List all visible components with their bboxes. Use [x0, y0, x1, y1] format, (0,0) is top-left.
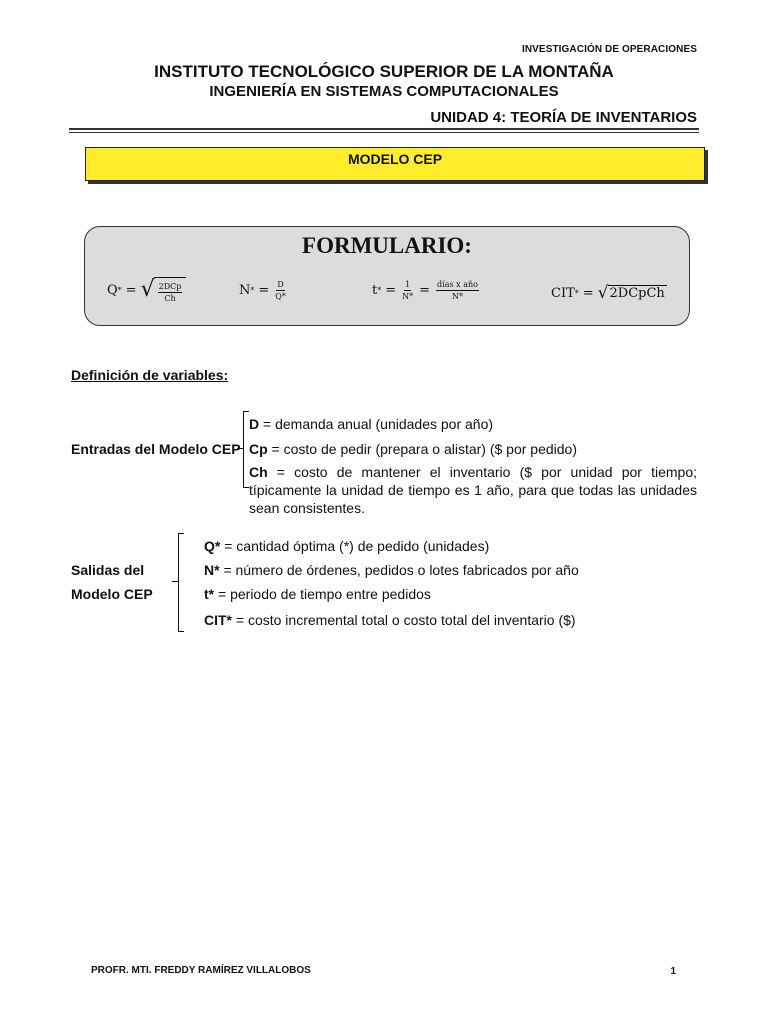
footer-author: PROFR. MTI. FREDDY RAMÍREZ VILLALOBOS: [91, 965, 311, 976]
output-item-q: [204, 538, 489, 554]
formulario-box: [84, 226, 690, 326]
input-item-cp-text: = costo de pedir (prepara o alistar) ($ por pedido): [267, 441, 578, 457]
definitions-heading: Definición de variables:: [71, 367, 229, 383]
formula-cit-radicand: 2DCpCh: [609, 286, 665, 301]
output-item-t-sym: t*: [204, 586, 215, 602]
input-item-d-sym: D: [249, 416, 260, 432]
output-item-cit-sym: CIT*: [204, 612, 232, 628]
outputs-label-line2: Modelo CEP: [71, 586, 153, 602]
outputs-brace-tip: [172, 581, 178, 582]
formula-q-lhs: Q: [107, 282, 118, 298]
unit-title: UNIDAD 4: TEORÍA DE INVENTARIOS: [430, 109, 697, 126]
inputs-brace-tip: [237, 448, 243, 449]
output-item-n-text: = número de órdenes, pedidos o lotes fabricados por año: [219, 562, 579, 578]
output-item-q-text: = cantidad óptima (*) de pedido (unidades): [220, 538, 490, 554]
formula-cit-lhs: CIT: [551, 285, 575, 301]
formula-q-num: 2DCp: [158, 282, 182, 291]
formula-t-star: *: [377, 286, 382, 295]
model-banner-title: MODELO CEP: [347, 151, 443, 167]
header-rule-thin: [69, 132, 699, 133]
outputs-brace-bottom: [178, 631, 184, 632]
formula-n-star: *: [250, 286, 255, 295]
formula-q-sqrt: √ $\frac{\text{2DCp}}{Ch}$: [141, 277, 187, 303]
formula-cit-sqrt: √ 2DCpCh: [597, 283, 665, 303]
institution-name: INSTITUTO TECNOLÓGICO SUPERIOR DE LA MONTAÑA: [154, 62, 614, 81]
formula-q-star: *: [117, 285, 122, 295]
formula-t-den2: N*: [451, 292, 463, 301]
formula-t-num2: días x año: [437, 280, 478, 289]
output-item-cit-text: = costo incremental total o costo total del inventario ($): [232, 612, 576, 628]
formula-t-den1: N*: [402, 292, 414, 301]
outputs-brace: [178, 533, 179, 631]
output-item-t-text: = periodo de tiempo entre pedidos: [214, 586, 431, 602]
inputs-brace: [243, 411, 244, 487]
input-item-ch: [249, 463, 697, 517]
formula-n-lhs: N: [239, 283, 251, 298]
formula-cit-star: *: [574, 288, 579, 298]
course-name: INVESTIGACIÓN DE OPERACIONES: [521, 44, 697, 55]
formula-t-lhs: t: [372, 283, 378, 298]
formula-n-num: D: [277, 280, 284, 289]
formula-q: Q * = √ $\frac{\text{2DCp}}{Ch}$: [107, 277, 186, 303]
output-item-cit: [204, 612, 576, 628]
input-item-d-text: = demanda anual (unidades por año): [259, 416, 494, 432]
input-item-cp-sym: Cp: [249, 441, 268, 457]
inputs-label: Entradas del Modelo CEP: [71, 441, 241, 457]
output-item-t: [204, 586, 431, 602]
program-name: INGENIERÍA EN SISTEMAS COMPUTACIONALES: [209, 83, 559, 100]
output-item-q-sym: Q*: [204, 538, 221, 554]
input-item-cp: [249, 441, 577, 457]
output-item-n: [204, 562, 579, 578]
input-item-d: [249, 416, 493, 432]
formula-n-den: Q*: [275, 292, 286, 301]
outputs-label-line1: Salidas del: [71, 562, 145, 578]
output-item-n-sym: N*: [204, 562, 220, 578]
page-number: 1: [670, 966, 676, 977]
input-item-ch-sym: Ch: [249, 464, 268, 480]
formula-t: t * = $\frac{1}{N*}$ = $\frac{\text{días x año}}{N*}$: [372, 280, 478, 301]
header-rule-thick: [69, 128, 699, 130]
formula-t-num1: 1: [405, 280, 411, 289]
formula-n: N * = $\frac{D}{Q*}$: [239, 280, 286, 301]
inputs-brace-top: [243, 411, 249, 412]
input-item-ch-text: = costo de mantener el inventario ($ por unidad por tiempo; típicamente la unidad de tiempo es 1 año, para que todas las unidades sean consistentes.: [249, 464, 697, 516]
formula-q-den: Ch: [164, 294, 176, 303]
model-banner: [85, 147, 705, 181]
formula-cit: CIT * = √ 2DCpCh: [551, 283, 665, 303]
outputs-brace-top: [178, 533, 184, 534]
formulario-title: FORMULARIO:: [302, 233, 472, 258]
